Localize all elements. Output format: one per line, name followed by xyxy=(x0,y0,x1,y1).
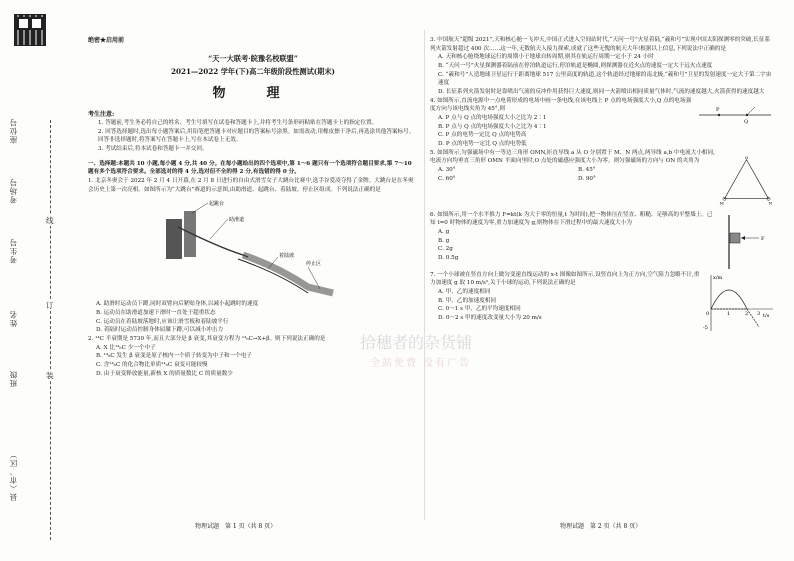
ski-jump-diagram xyxy=(148,197,338,297)
q2-option-b: B. ¹⁴₆C 发生 β 衰变是原子核内一个质子转变为中子和一个电子 xyxy=(96,353,252,360)
q7-option-b: B. 甲、乙的加速度相同 xyxy=(438,297,497,304)
notice-item: 2. 回答选择题时,选出每小题答案后,用铅笔把答题卡对应题目的答案标号涂黑。如需改动,用橡皮擦干净后,再选涂其他答案标号。回答非选择题时,将答案写在答题卡上,写在本试卷上无效。 xyxy=(98,128,415,144)
q4-option-c: C. P 点的电势一定比 Q 点的电势高 xyxy=(438,132,527,139)
candidate-number-label: 考生号 xyxy=(9,238,18,264)
ski-jump-figure xyxy=(148,197,418,297)
triangle-omn xyxy=(725,159,769,198)
q6-option-a: A. g xyxy=(438,228,450,235)
county-label: 县（市、区） xyxy=(9,450,18,501)
curve-yi xyxy=(711,309,759,327)
fig-label-takeoff: 起跳台 xyxy=(209,201,225,208)
q7-option-d: D. 0～2 s 甲的速度改变量大小为 20 m/s xyxy=(438,314,542,321)
question-5-block xyxy=(430,149,775,211)
tower-block xyxy=(184,211,196,257)
q1-option-d: D. 着陆时运动员控制身体屈膝下蹲,可以减小冲击力 xyxy=(96,327,224,334)
q5-option-d: D. 90° xyxy=(578,175,596,182)
q7-option-a: A. 甲、乙的速度相同 xyxy=(438,288,491,295)
cut-word-ding: 订 xyxy=(46,301,54,310)
label-o: O xyxy=(744,154,749,160)
page-divider xyxy=(424,30,425,520)
curve-jia xyxy=(711,290,747,309)
question-1-stem: 1. 北京冬奥会于 2022 年 2 月 4 日开幕,在 2 月 8 日进行的自由式滑雪女子大跳台比赛中,选手谷爱凌夺得了金牌。大跳台是在冬奥会历史上第一次亮相。如图所示为“大跳台”赛道的示意图,由助滑道、起跳台、着陆坡、停止区组成。下列说法正确的是 xyxy=(88,177,414,193)
q1-option-b: B. 运动员在助滑道加速下滑时一直处于超重状态 xyxy=(96,309,216,316)
q1-option-c: C. 运动员在着陆坡落地时,应该让滑雪板和着陆坡平行 xyxy=(96,318,229,325)
q5-option-c: C. 60° xyxy=(438,175,456,182)
cut-word-zhuang: 装 xyxy=(46,371,54,380)
section-heading: 一、选择题:本题共 10 小题,每小题 4 分,共 40 分。在每小题给出的四个选项中,第 1～6 题只有一个选项符合题目要求,第 7～10 题有多个选项符合要求。全部选对的得 4 分,选对但不全的得 2 分,有选错的得 0 分。 xyxy=(88,160,412,176)
label-p: P xyxy=(716,106,720,113)
field-line-diagram xyxy=(695,97,775,127)
question-3-stem: 3. 中国航天“超级 2021”,天和核心舱一飞冲天,中国正式进入空间站时代,“天问一号”火星着陆,“羲和号”实现中国太阳探测零的突破,长征系列火箭发射超过 400 次……这一年,无数航天人接力探索,成就了这些无愧的航天大年!根据以上信息,下列说法中正确的是 xyxy=(430,37,771,52)
field-direction xyxy=(747,107,755,115)
q2-option-a: A. X 比¹⁴₆C 少一个中子 xyxy=(96,344,156,351)
tick-2: 2 xyxy=(745,310,749,317)
cut-word-xian: 线 xyxy=(46,216,54,225)
arrow-head-icon xyxy=(741,236,745,240)
left-page xyxy=(88,36,418,378)
wall-block-diagram xyxy=(715,211,775,271)
q4-option-d: D. P 点的电势一定比 Q 点的电势低 xyxy=(438,140,527,147)
q3-option-b: B. “天问一号”火星探测器着陆前在停泊轨道运行,停泊轨道是椭圆,则探测器在近火点的速度一定大于远火点速度 xyxy=(438,62,713,69)
axis-label-x: x/m xyxy=(713,274,723,281)
fig-label-inrun: 助滑道 xyxy=(229,217,245,224)
tick-0: 0 xyxy=(706,310,710,317)
alliance-title: “天一大联考·皖豫名校联盟” xyxy=(208,54,298,64)
question-4-stem: 4. 如图所示,直流电源中一点电荷形成的电场中画一条电线,在该电线上 P 点的电场强度大小,Q 点的电场强度方向与该电线夹角为 45°,则 xyxy=(430,97,692,113)
q6-option-d: D. 0.5g xyxy=(438,254,459,261)
q2-option-d: D. 由于衰变释放能量,新核 X 的质量数比 C 的质量数少 xyxy=(96,370,233,377)
footer-page-2: 物理试题 第 2 页（共 8 页） xyxy=(560,523,642,530)
q6-option-b: B. g xyxy=(438,237,450,244)
tower-block xyxy=(166,219,182,259)
question-7-block xyxy=(430,271,775,335)
q4-option-a: A. P 点与 Q 点的电场强度大小之比为 2∶1 xyxy=(438,114,547,121)
exam-room-label: 考场号 xyxy=(9,178,18,204)
seat-number-label: 座位号 xyxy=(9,118,18,144)
secret-label: 绝密★启用前 xyxy=(88,37,125,44)
fig-label-stop: 停止区 xyxy=(306,261,322,268)
right-page xyxy=(430,36,775,335)
label-q: Q xyxy=(744,118,749,125)
question-6-stem: 6. 如图所示,用一个水平推力 F=kt(k 为大于零的恒量,t 为时间),把一物体压在竖直、粗糙、足够高的平整墙上。已知 t=0 时物体的速度为零,重力加速度为 g,则物体在下滑过程中的最大速度大小为 xyxy=(430,211,713,227)
tick-3: 3 xyxy=(757,310,761,317)
label-leader xyxy=(210,219,228,239)
binding-strip xyxy=(0,0,58,561)
question-2-stem: 2. ¹⁴C 半衰期是 5730 年,而且大部分是 β 衰变,其衰变方程为 ¹⁴₆C→X+β。则下列说法正确的是 xyxy=(88,335,326,342)
cut-line xyxy=(50,120,51,540)
q5-option-b: B. 45° xyxy=(578,166,596,173)
q2-option-c: C. 含¹⁴₆C 的化合物比单质¹⁴₆C 衰变可能较慢 xyxy=(96,361,208,368)
notice-item: 3. 考试结束后,将本试卷和答题卡一并交回。 xyxy=(98,146,208,153)
q6-option-c: C. 2g xyxy=(438,246,453,253)
triangle-diagram xyxy=(718,149,775,211)
q4-option-b: B. P 点与 Q 点的电场强度大小之比为 4∶1 xyxy=(438,123,547,130)
q3-option-a: A. 天和核心舱绕地球运行的周期小于地球自转周期,则其在轨运行周期一定小于 24 小时 xyxy=(438,54,654,61)
xt-graph xyxy=(703,271,775,335)
label-leader xyxy=(192,203,208,213)
q3-option-c: C. “羲和号”人造地球卫星运行于距离地球 517 公里高度的轨道,这个轨道经过地球的南北极,“羲和号”卫星的发射速度一定大于第二宇宙速度 xyxy=(438,71,772,87)
q3-option-d: D. 长征系列火箭发射时是靠喷出气流的反冲作用获得巨大速度,则同一火箭喷出相同质量气体时,气流的速度越大,火箭获得的速度越大 xyxy=(438,88,765,95)
exam-title: 2021—2022 学年(下)高二年级阶段性测试(期末) xyxy=(171,67,335,77)
qr-code-icon xyxy=(14,14,46,46)
subject-title: 物 理 xyxy=(212,85,294,101)
notice-block xyxy=(88,110,418,154)
label-f: F xyxy=(761,235,765,242)
q5-option-a: A. 30° xyxy=(438,166,456,173)
axis-label-t: t/s xyxy=(763,312,770,319)
tick-neg5: -5 xyxy=(703,324,708,331)
question-4-block xyxy=(430,97,775,149)
class-label: 班级 xyxy=(9,370,18,387)
name-label: 姓名 xyxy=(9,310,18,327)
label-m: M xyxy=(719,199,724,205)
question-7-stem: 7. 一个小球被在竖直方向上做匀变速直线运动的 x-t 图像如图所示,设竖直向上为正方向,空气阻力忽略不计,重力加速度 g 取 10 m/s²,关于小球的运动,下列说法正确的是 xyxy=(430,271,700,287)
footer-page-1: 物理试题 第 1 页（共 8 页） xyxy=(195,523,277,530)
point-p xyxy=(718,113,720,115)
notice-item: 1. 答题前,考生务必将自己的姓名、考生号填写在试卷和答题卡上,并将考生号条形码粘贴在答题卡上的指定位置。 xyxy=(98,120,378,127)
q7-option-c: C. 0～1 s 甲、乙的平均速度相同 xyxy=(438,306,521,313)
watermark-text: 拾穗者的杂货铺 xyxy=(360,333,473,352)
q1-option-a: A. 助滑时运动员下蹲,同时双臂向后紧贴身体,以减小起跳时的速度 xyxy=(96,301,259,308)
watermark-subtext: 全站免费 没有广告 xyxy=(370,358,472,369)
notice-title: 考生注意: xyxy=(88,110,115,118)
tick-1: 1 xyxy=(727,310,731,317)
block xyxy=(730,233,740,243)
question-5-stem: 5. 如图所示,匀强磁场中有一等边三角形 OMN,匝直导线 a 从 O 分别置于 M、N 两点,两导线 a,b 中电流大小相同,电流方向均垂直三角形 OMN 平面向里时,O 点处的磁感应强度大小为零。则匀强磁场的方向与 ON 的夹角为 xyxy=(430,149,715,165)
fig-label-landing: 着陆坡 xyxy=(279,253,295,260)
label-n: N xyxy=(768,199,773,205)
question-6-block xyxy=(430,211,775,271)
